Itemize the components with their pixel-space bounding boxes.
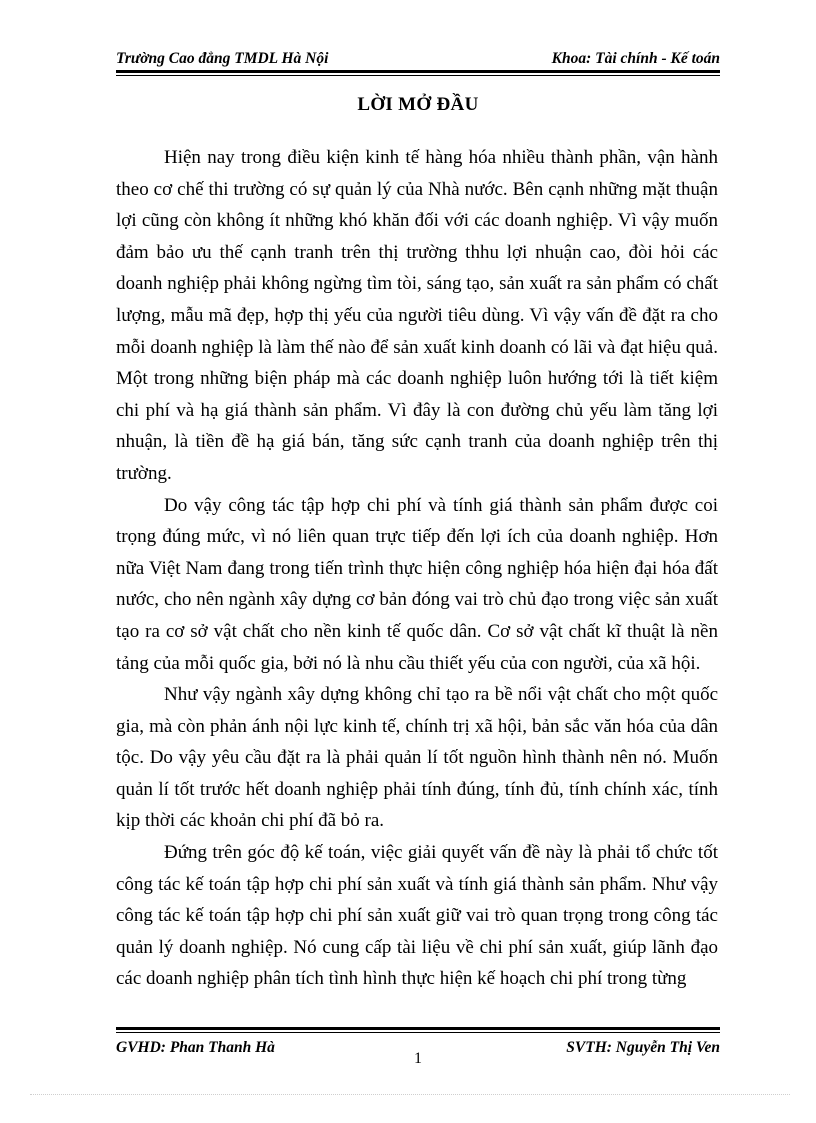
footer-rule-thick — [116, 1027, 720, 1030]
footer-student: SVTH: Nguyễn Thị Ven — [566, 1039, 720, 1056]
page-title: LỜI MỞ ĐẦU — [357, 94, 479, 115]
footer-rule-thin — [116, 1032, 720, 1033]
header-department: Khoa: Tài chính - Kế toán — [551, 50, 720, 67]
paragraph: Như vậy ngành xây dựng không chỉ tạo ra bề nổi vật chất cho một quốc gia, mà còn phản ánh nội lực kinh tế, chính trị xã hội, bản sắc văn hóa của dân tộc. Do vậy yêu cầu đặt ra là phải quản lí tốt nguồn hình thành nên nó. Muốn quản lí tốt trước hết doanh nghiệp phải tính đúng, tính đủ, tính chính xác, tính kịp thời các khoản chi phí đã bỏ ra. — [116, 684, 718, 832]
paragraph: Đứng trên góc độ kế toán, việc giải quyết vấn đề này là phải tổ chức tốt công tác kế toán tập hợp chi phí sản xuất và tính giá thành sản phẩm. Như vậy công tác kế toán tập hợp chi phí sản xuất giữ vai trò quan trọng trong công tác quản lý doanh nghiệp. Nó cung cấp tài liệu về chi phí sản xuất, giúp lãnh đạo các doanh nghiệp phân tích tình hình thực hiện kế hoạch chi phí trong từng — [116, 842, 718, 990]
page-edge-divider — [30, 1094, 790, 1095]
header-school: Trường Cao đẳng TMDL Hà Nội — [116, 50, 329, 67]
paragraph: Do vậy công tác tập hợp chi phí và tính giá thành sản phẩm được coi trọng đúng mức, vì nó liên quan trực tiếp đến lợi ích của doanh nghiệp. Hơn nữa Việt Nam đang trong tiến trình thực hiện công nghiệp hóa hiện đại hóa đất nước, cho nên ngành xây dựng cơ bản đóng vai trò chủ đạo trong việc sản xuất tạo ra cơ sở vật chất cho nền kinh tế quốc dân. Cơ sở vật chất kĩ thuật là nền tảng của mỗi quốc gia, bởi nó là nhu cầu thiết yếu của con người, của xã hội. — [116, 494, 718, 674]
page-number: 1 — [414, 1050, 422, 1067]
header-rule-thick — [116, 70, 720, 73]
document-body — [116, 142, 718, 995]
paragraph: Hiện nay trong điều kiện kinh tế hàng hóa nhiều thành phần, vận hành theo cơ chế thi trường có sự quản lý của Nhà nước. Bên cạnh những mặt thuận lợi cũng còn không ít những khó khăn đối với các doanh nghiệp. Vì vậy muốn đảm bảo ưu thế cạnh tranh trên thị trường thhu lợi nhuận cao, đòi hỏi các doanh nghiệp phải không ngừng tìm tòi, sáng tạo, sản xuất ra sản phẩm có chất lượng, mẫu mã đẹp, hợp thị yếu của người tiêu dùng. Vì vậy vấn đề đặt ra cho mỗi doanh nghiệp là làm thế nào để sản xuất kinh doanh có lãi và đạt hiệu quả. Một trong những biện pháp mà các doanh nghiệp luôn hướng tới là tiết kiệm chi phí và hạ giá thành sản phẩm. Vì đây là con đường chủ yếu làm tăng lợi nhuận, là tiền đề hạ giá bán, tăng sức cạnh tranh của doanh nghiệp trên thị trường. — [116, 147, 718, 484]
header-rule-thin — [116, 75, 720, 76]
page-header — [116, 48, 720, 70]
footer-supervisor: GVHD: Phan Thanh Hà — [116, 1039, 275, 1056]
